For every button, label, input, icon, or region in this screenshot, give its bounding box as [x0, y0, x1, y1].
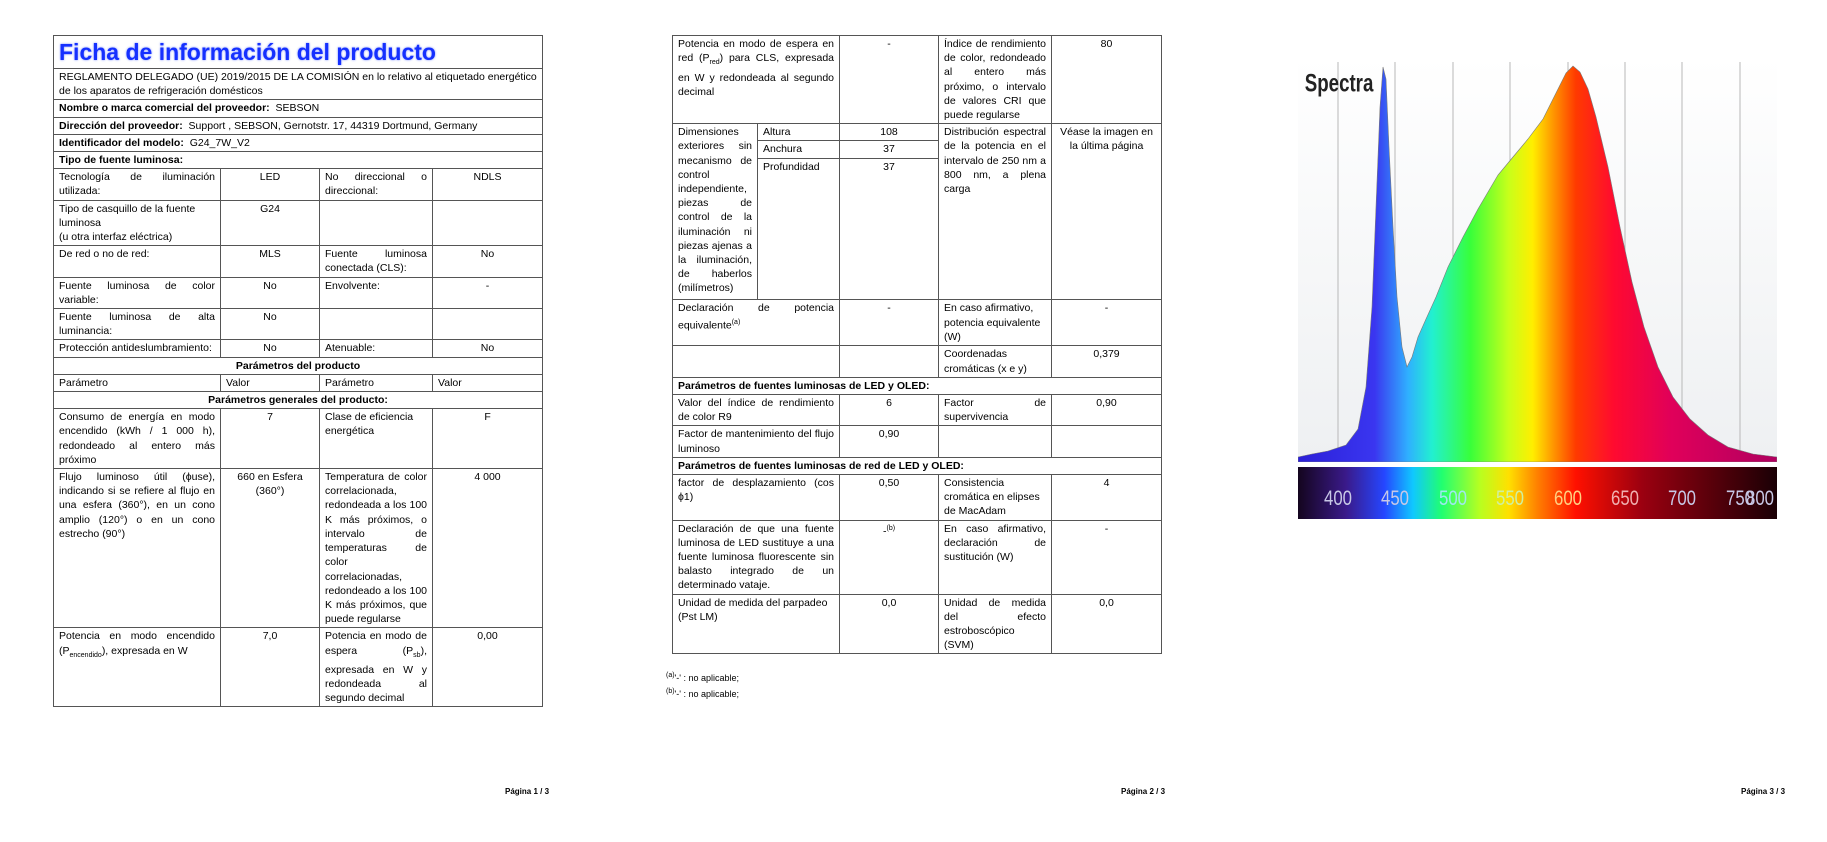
connected-label: Fuente luminosa conectada (CLS):	[320, 246, 433, 277]
tick-500: 500	[1438, 487, 1468, 511]
replace-yes-label: En caso afirmativo, declaración de sustitución (W)	[939, 520, 1052, 594]
spectral-value: Véase la imagen en la última página	[1052, 124, 1162, 300]
spectra-title: Spectra	[1304, 68, 1374, 98]
on-power-value: 7,0	[221, 628, 320, 707]
lighting-tech-label: Tecnología de iluminación utilizada:	[54, 169, 221, 200]
regulation-text: REGLAMENTO DELEGADO (UE) 2019/2015 DE LA COMISIÓN en lo relativo al etiquetado energético de los aparatos de refrigeración domésticos	[54, 69, 543, 100]
product-info-table-1	[53, 35, 543, 707]
tick-650: 650	[1610, 487, 1640, 511]
depth-label: Profundidad	[758, 158, 840, 175]
tick-800: 800	[1745, 487, 1774, 511]
height-value: 108	[840, 124, 939, 141]
r9-value: 6	[840, 394, 939, 425]
empty-cell	[939, 426, 1052, 457]
directional-value: NDLS	[433, 169, 543, 200]
col-value-header: Valor	[433, 374, 543, 391]
mains-led-params-heading: Parámetros de fuentes luminosas de red de LED y OLED:	[673, 457, 1162, 474]
anti-glare-value: No	[221, 340, 320, 357]
col-value-header: Valor	[221, 374, 320, 391]
page-footer-3: Página 3 / 3	[1741, 787, 1786, 796]
envelope-value: -	[433, 277, 543, 308]
consistency-value: 4	[1052, 474, 1162, 520]
dimensions-label: Dimensiones exteriores sin mecanismo de control independiente, piezas de control de la iluminación ni piezas ajenas a la iluminación, de haberlos (milímetros)	[673, 124, 758, 300]
lighting-tech-value: LED	[221, 169, 320, 200]
light-source-type-heading: Tipo de fuente luminosa:	[54, 152, 543, 169]
survival-label: Factor de supervivencia	[939, 394, 1052, 425]
equiv-yes-label: En caso afirmativo, potencia equivalente (W)	[939, 300, 1052, 346]
efficiency-value: F	[433, 409, 543, 469]
empty-cell	[758, 175, 840, 300]
consistency-label: Consistencia cromática en elipses de MacAdam	[939, 474, 1052, 520]
high-luminance-value: No	[221, 309, 320, 340]
empty-cell	[320, 200, 433, 246]
empty-cell	[1052, 426, 1162, 457]
cap-type-cell	[54, 200, 221, 246]
anti-glare-label: Protección antideslumbramiento:	[54, 340, 221, 357]
envelope-label: Envolvente:	[320, 277, 433, 308]
flicker-value: 0,0	[840, 594, 939, 654]
general-params-heading: Parámetros generales del producto:	[54, 392, 543, 409]
supplier-name-label: Nombre o marca comercial del proveedor:	[59, 102, 270, 115]
energy-label: Consumo de energía en modo encendido (kWh / 1 000 h), redondeado al entero más próximo	[54, 409, 221, 469]
r9-label: Valor del índice de rendimiento de color R9	[673, 394, 840, 425]
col-param-header: Parámetro	[54, 374, 221, 391]
replace-value: -$^{(b)}$	[840, 520, 939, 594]
model-row	[54, 134, 543, 151]
supplier-name-row	[54, 100, 543, 117]
maintenance-label: Factor de mantenimiento del flujo luminoso	[673, 426, 840, 457]
equiv-label: Declaración de potencia equivalente$^{(a)}$	[673, 300, 840, 346]
replace-label: Declaración de que una fuente luminosa de LED sustituye a una fuente luminosa fluorescente sin balasto integrado de un determinado vataje.	[673, 520, 840, 594]
height-label: Altura	[758, 124, 840, 141]
tick-700: 700	[1667, 487, 1697, 511]
wavelength-color-bar	[1298, 467, 1777, 519]
color-tunable-label: Fuente luminosa de color variable:	[54, 277, 221, 308]
flux-value: 660 en Esfera (360°)	[221, 469, 320, 628]
width-label: Anchura	[758, 141, 840, 158]
net-standby-label: Potencia en modo de espera en red $(P_{red})$ para CLS, expresada en W y redondeada al segundo decimal	[673, 36, 840, 124]
high-luminance-label: Fuente luminosa de alta luminancia:	[54, 309, 221, 340]
supplier-address-label: Dirección del proveedor:	[59, 119, 183, 132]
shift-label: factor de desplazamiento (cos ϕ1)	[673, 474, 840, 520]
page-footer-2: Página 2 / 3	[1121, 787, 1166, 796]
page-1	[0, 0, 609, 842]
cap-type-label: Tipo de casquillo de la fuente luminosa	[59, 202, 196, 229]
tick-450: 450	[1380, 487, 1410, 511]
standby-label: Potencia en modo de espera $(P_{sb})$, expresada en W y redondeada al segundo decimal	[320, 628, 433, 707]
strobo-label: Unidad de medida del efecto estroboscópico (SVM)	[939, 594, 1052, 654]
empty-cell	[433, 200, 543, 246]
flux-label: Flujo luminoso útil (ϕuse), indicando si se refiere al flujo en una esfera (360°), en un cono amplio (120°) o en un cono estrecho (90°)	[54, 469, 221, 628]
cct-label: Temperatura de color correlacionada, redondeada a los 100 K más próximos, o intervalo de temperaturas de color correlacionadas, redondeado a los 100 K más próximos, que puede regularse	[320, 469, 433, 628]
empty-cell	[433, 309, 543, 340]
tick-550: 550	[1495, 487, 1525, 511]
model-value: G24_7W_V2	[189, 136, 250, 149]
efficiency-label: Clase de eficiencia energética	[320, 409, 433, 469]
cri-value: 80	[1052, 36, 1162, 124]
spectrum-image	[1298, 57, 1777, 519]
model-label: Identificador del modelo:	[59, 136, 184, 149]
on-power-label: Potencia en modo encendido $(P_{encendido})$, expresada en W	[54, 628, 221, 707]
replace-yes-value: -	[1052, 520, 1162, 594]
product-info-table-2	[672, 35, 1162, 654]
footnote-a: $^{(a)}$'-' : no aplicable;	[666, 672, 740, 683]
cri-label: Índice de rendimiento de color, redondeado al entero más próximo, o intervalo de valores CRI que puede regularse	[939, 36, 1052, 124]
document-title: Ficha de información del producto	[54, 36, 543, 69]
supplier-address-value: Support , SEBSON, Gernotstr. 17, 44319 Dortmund, Germany	[188, 119, 478, 132]
empty-cell	[320, 309, 433, 340]
tick-600: 600	[1553, 487, 1583, 511]
empty-cell	[840, 346, 939, 377]
col-param-header: Parámetro	[320, 374, 433, 391]
cap-type-label-2: (u otra interfaz eléctrica)	[59, 231, 173, 244]
directional-label: No direccional o direccional:	[320, 169, 433, 200]
maintenance-value: 0,90	[840, 426, 939, 457]
supplier-address-row	[54, 117, 543, 134]
chroma-label: Coordenadas cromáticas (x e y)	[939, 346, 1052, 377]
strobo-value: 0,0	[1052, 594, 1162, 654]
dimmable-label: Atenuable:	[320, 340, 433, 357]
color-tunable-value: No	[221, 277, 320, 308]
cct-value: 4 000	[433, 469, 543, 628]
mains-label: De red o no de red:	[54, 246, 221, 277]
dimmable-value: No	[433, 340, 543, 357]
led-params-heading: Parámetros de fuentes luminosas de LED y OLED:	[673, 377, 1162, 394]
connected-value: No	[433, 246, 543, 277]
flicker-label: Unidad de medida del parpadeo (Pst LM)	[673, 594, 840, 654]
spectrum-svg	[1298, 57, 1777, 519]
product-params-heading: Parámetros del producto	[54, 357, 543, 374]
page-footer-1: Página 1 / 3	[505, 787, 550, 796]
width-value: 37	[840, 141, 939, 158]
mains-value: MLS	[221, 246, 320, 277]
energy-value: 7	[221, 409, 320, 469]
equiv-yes-value: -	[1052, 300, 1162, 346]
supplier-name-value: SEBSON	[275, 102, 320, 115]
survival-value: 0,90	[1052, 394, 1162, 425]
depth-value: 37	[840, 158, 939, 175]
tick-400: 400	[1323, 487, 1353, 511]
spectral-label: Distribución espectral de la potencia en el intervalo de 250 nm a 800 nm, a plena carga	[939, 124, 1052, 300]
chroma-value: 0,379	[1052, 346, 1162, 377]
net-standby-value: -	[840, 36, 939, 124]
tick-750: 750	[1725, 487, 1755, 511]
empty-cell	[673, 346, 840, 377]
equiv-value: -	[840, 300, 939, 346]
cap-type-value: G24	[221, 200, 320, 246]
empty-cell	[840, 175, 939, 300]
footnote-b: $^{(b)}$'-' : no aplicable;	[666, 688, 740, 699]
shift-value: 0,50	[840, 474, 939, 520]
standby-value: 0,00	[433, 628, 543, 707]
